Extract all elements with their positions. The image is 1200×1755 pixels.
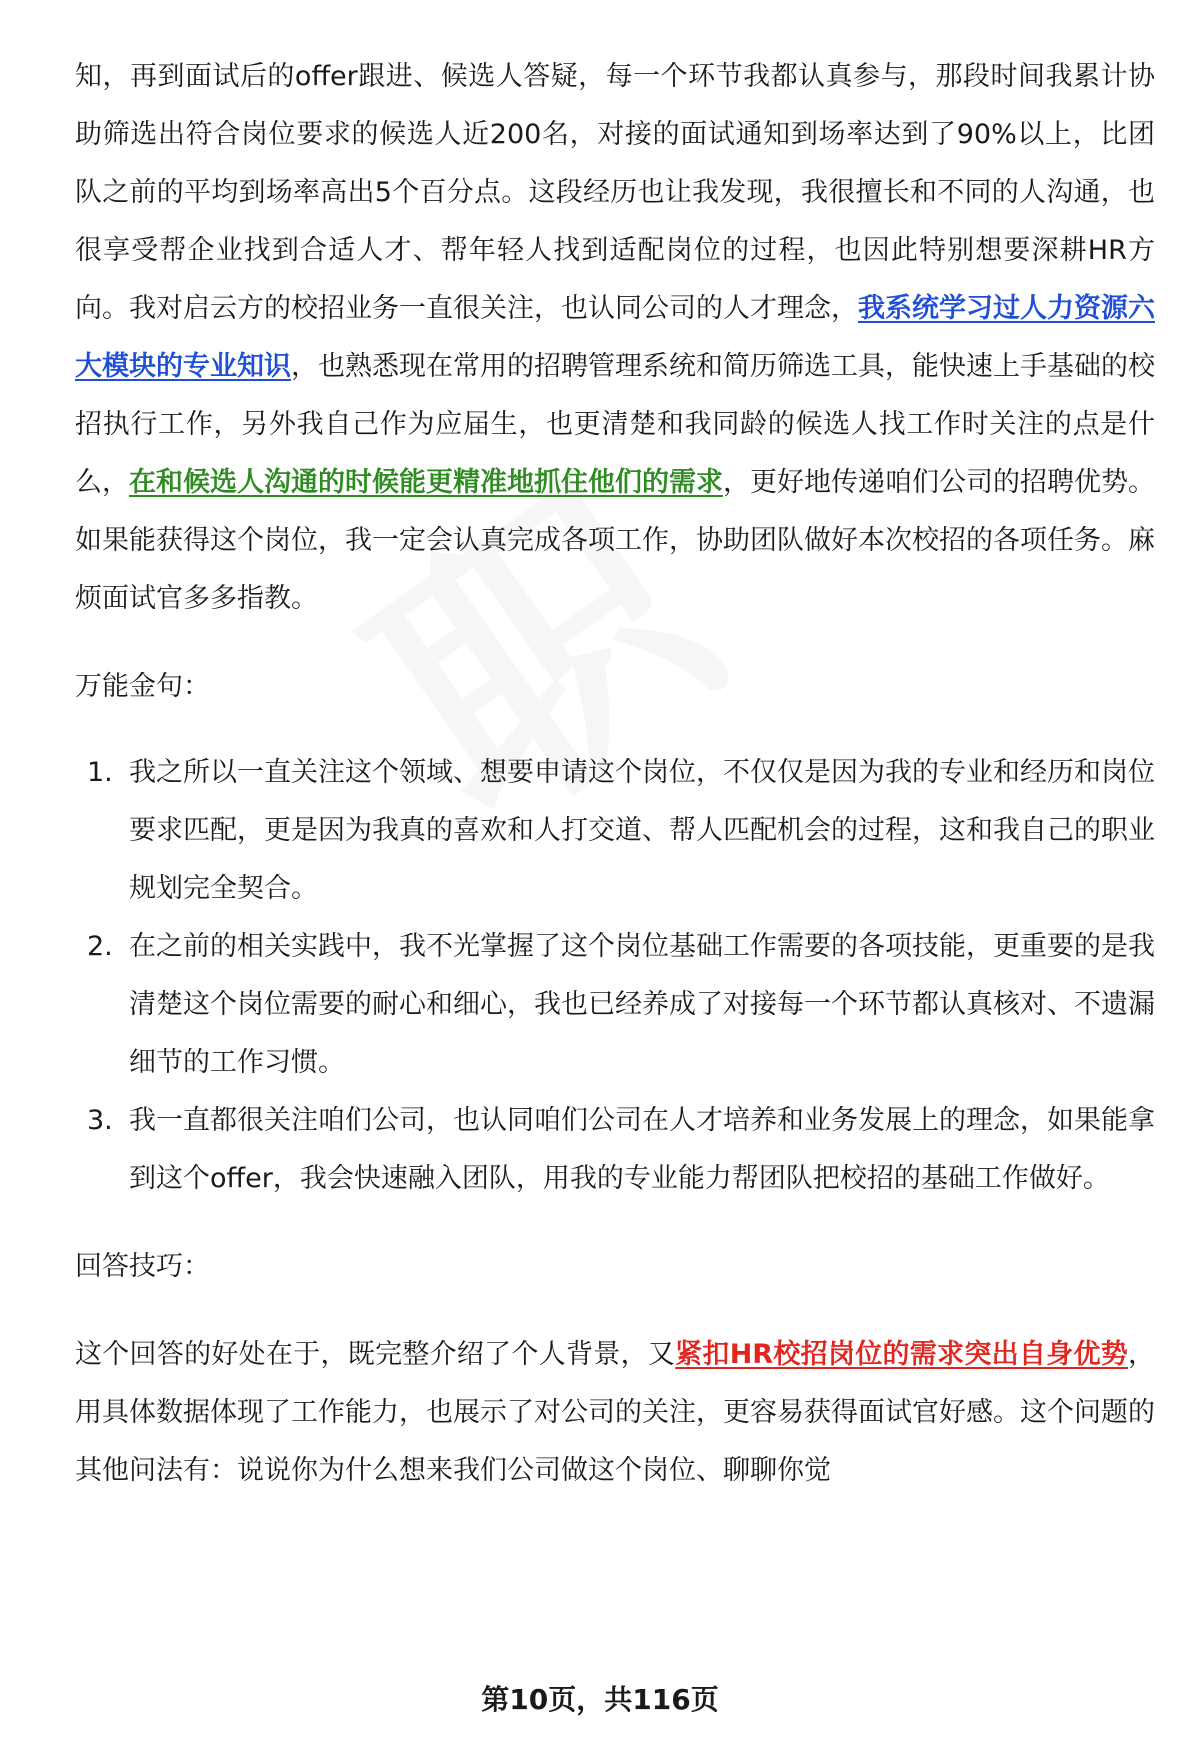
tips-text-2: ，用具体数据体现了工作能力，也展示了对公司的关注，更容易获得面试官好感。这个问题的其他问法有：说说你为什么想来我们公司做这个岗位、聊聊你觉 bbox=[75, 1339, 1156, 1486]
highlight-green: 在和候选人沟通的时候能更精准地抓住他们的需求 bbox=[129, 467, 723, 498]
tips-text-1: 这个回答的好处在于，既完整介绍了个人背景，又 bbox=[75, 1339, 676, 1370]
section-heading-golden-sentences: 万能金句： bbox=[75, 671, 210, 702]
answer-tips-paragraph bbox=[75, 1326, 1155, 1500]
highlight-blue: 我系统学习过人力资源六大模块的专业知识 bbox=[75, 293, 1155, 382]
list-number: 2. bbox=[87, 931, 113, 962]
page-number-footer: 第10页，共116页 bbox=[481, 1683, 719, 1716]
list-item-text: 在之前的相关实践中，我不光掌握了这个岗位基础工作需要的各项技能，更重要的是我清楚这个岗位需要的耐心和细心，我也已经养成了对接每一个环节都认真核对、不遗漏细节的工作习惯。 bbox=[129, 931, 1155, 1078]
intro-text-1: 知，再到面试后的offer跟进、候选人答疑，每一个环节我都认真参与，那段时间我累计协助筛选出符合岗位要求的候选人近200名，对接的面试通知到场率达到了90%以上，比团队之前的平均到场率高出5个百分点。这段经历也让我发现，我很擅长和不同的人沟通，也很享受帮企业找到合适人才、帮年轻人找到适配岗位的过程，也因此特别想要深耕HR方向。我对启云方的校招业务一直很关注，也认同公司的人才理念， bbox=[75, 61, 1155, 324]
golden-sentences-list bbox=[75, 744, 1155, 1208]
list-number: 1. bbox=[87, 757, 113, 788]
section-heading-answer-tips: 回答技巧： bbox=[75, 1251, 210, 1282]
highlight-red: 紧扣HR校招岗位的需求突出自身优势 bbox=[675, 1339, 1129, 1370]
intro-text-3: ，更好地传递咱们公司的招聘优势。如果能获得这个岗位，我一定会认真完成各项工作，协助团队做好本次校招的各项任务。麻烦面试官多多指教。 bbox=[75, 467, 1155, 614]
list-item-text: 我之所以一直关注这个领域、想要申请这个岗位，不仅仅是因为我的专业和经历和岗位要求匹配，更是因为我真的喜欢和人打交道、帮人匹配机会的过程，这和我自己的职业规划完全契合。 bbox=[129, 757, 1155, 904]
document-page bbox=[75, 48, 1155, 1500]
list-item bbox=[75, 744, 1155, 918]
list-item bbox=[75, 1092, 1155, 1208]
list-item-text: 我一直都很关注咱们公司，也认同咱们公司在人才培养和业务发展上的理念，如果能拿到这个offer，我会快速融入团队，用我的专业能力帮团队把校招的基础工作做好。 bbox=[129, 1105, 1155, 1194]
list-item bbox=[75, 918, 1155, 1092]
list-number: 3. bbox=[87, 1105, 113, 1136]
intro-text-2: ，也熟悉现在常用的招聘管理系统和简历筛选工具，能快速上手基础的校招执行工作，另外我自己作为应届生，也更清楚和我同龄的候选人找工作时关注的点是什么， bbox=[75, 351, 1155, 498]
intro-paragraph bbox=[75, 48, 1155, 628]
